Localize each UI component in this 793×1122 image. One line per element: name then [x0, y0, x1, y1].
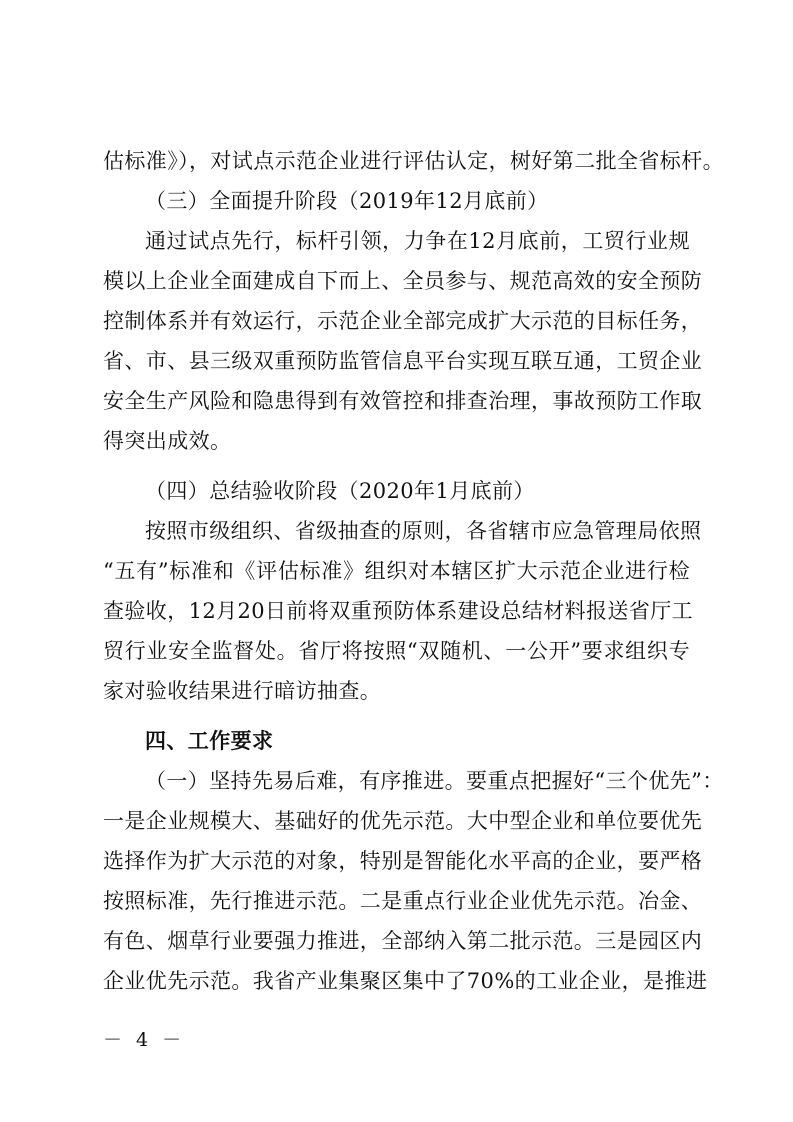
paragraph-line: 按照标准，先行推进示范。二是重点行业企业优先示范。冶金、 [103, 889, 703, 913]
paragraph-line: 查验收，12月20日前将双重预防体系建设总结材料报送省厅工 [103, 599, 694, 623]
chapter-heading-work-requirements: 四、工作要求 [145, 729, 274, 753]
paragraph-line: 按照市级组织、省级抽查的原则，各省辖市应急管理局依照 [145, 519, 702, 543]
paragraph-line: “五有”标准和《评估标准》组织对本辖区扩大示范企业进行检 [103, 559, 690, 583]
page-number: － 4 － [103, 1029, 186, 1051]
paragraph-line: 通过试点先行，标杆引领，力争在12月底前，工贸行业规 [145, 229, 690, 253]
paragraph-line: 得突出成效。 [103, 429, 232, 453]
paragraph-line: 贸行业安全监督处。省厅将按照“双随机、一公开”要求组织专 [103, 639, 690, 663]
paragraph-line: 家对验收结果进行暗访抽查。 [103, 679, 382, 703]
paragraph-line: 估标准》），对试点示范企业进行评估认定，树好第二批全省标杆。 [103, 149, 724, 173]
paragraph-line: 选择作为扩大示范的对象，特别是智能化水平高的企业，要严格 [103, 849, 703, 873]
paragraph-line: 有色、烟草行业要强力推进，全部纳入第二批示范。三是园区内 [103, 929, 703, 953]
section-heading-4: （四）总结验收阶段（2020年1月底前） [145, 479, 535, 503]
section-heading-3: （三）全面提升阶段（2019年12月底前） [145, 189, 549, 213]
paragraph-line: 一是企业规模大、基础好的优先示范。大中型企业和单位要优先 [103, 809, 703, 833]
paragraph-line: 安全生产风险和隐患得到有效管控和排查治理，事故预防工作取 [103, 389, 703, 413]
paragraph-line: （一）坚持先易后难，有序推进。要重点把握好“三个优先”： [145, 769, 724, 793]
paragraph-line: 省、市、县三级双重预防监管信息平台实现互联互通，工贸企业 [103, 349, 703, 373]
paragraph-line: 企业优先示范。我省产业集聚区集中了70%的工业企业，是推进 [103, 969, 708, 993]
paragraph-line: 控制体系并有效运行，示范企业全部完成扩大示范的目标任务， [103, 309, 703, 333]
paragraph-line: 模以上企业全面建成自下而上、全员参与、规范高效的安全预防 [103, 269, 703, 293]
